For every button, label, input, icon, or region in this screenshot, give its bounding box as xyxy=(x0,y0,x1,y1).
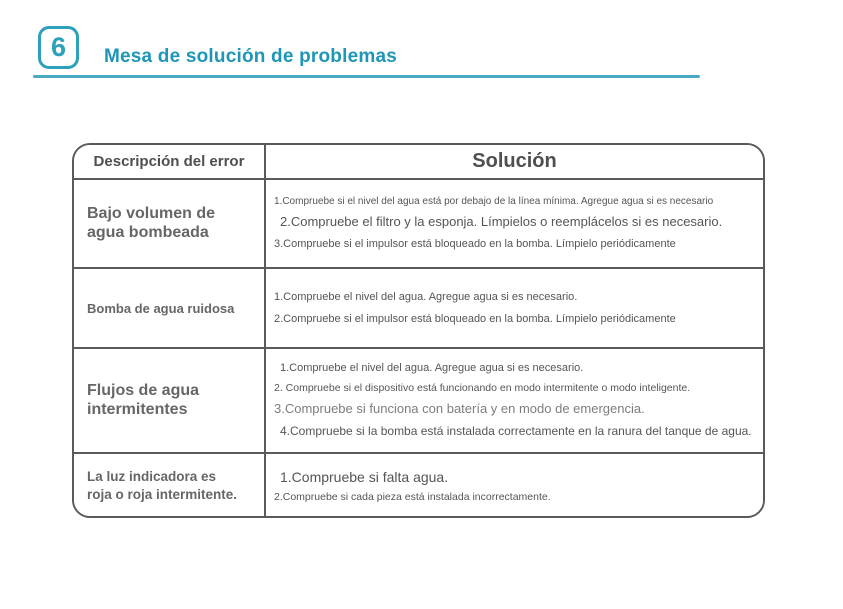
table-row-error-cell xyxy=(74,267,264,347)
section-number: 6 xyxy=(50,32,67,62)
solution-line: 3.Compruebe si funciona con batería y en modo de emergencia. xyxy=(274,401,645,417)
table-row-solution-cell xyxy=(264,347,763,452)
error-label: Bomba de agua ruidosa xyxy=(87,300,235,316)
solution-line: 3.Compruebe si el impulsor está bloqueado en la bomba. Límpielo periódicamente xyxy=(274,238,676,251)
solution-line: 1.Compruebe el nivel del agua. Agregue agua si es necesario. xyxy=(274,290,578,303)
table-row-solution-cell xyxy=(264,178,763,267)
table-row-error-cell xyxy=(74,452,264,518)
column-header-error: Descripción del error xyxy=(74,145,264,178)
title-underline xyxy=(33,75,700,78)
table-row-error-cell xyxy=(74,178,264,267)
page-title: Mesa de solución de problemas xyxy=(104,46,397,67)
column-header-solution: Solución xyxy=(264,145,763,178)
table-row-solution-cell xyxy=(264,452,763,518)
troubleshooting-table xyxy=(72,143,765,518)
error-label: Bajo volumen de agua bombeada xyxy=(87,204,216,241)
solution-line: 4.Compruebe si la bomba está instalada correctamente en la ranura del tanque de agua. xyxy=(280,424,752,439)
section-number-badge xyxy=(38,26,79,69)
solution-line: 1.Compruebe el nivel del agua. Agregue agua si es necesario. xyxy=(280,362,584,375)
solution-line: 1.Compruebe si el nivel del agua está por debajo de la línea mínima. Agregue agua si es necesario xyxy=(274,196,714,208)
solution-line: 2. Compruebe si el dispositivo está funcionando en modo intermitente o modo inteligente. xyxy=(274,381,691,394)
table-row-solution-cell xyxy=(264,267,763,347)
error-label: Flujos de agua intermitentes xyxy=(87,381,200,418)
error-label: La luz indicadora es roja o roja intermitente. xyxy=(87,469,238,502)
table-row-error-cell xyxy=(74,347,264,452)
solution-line: 2.Compruebe el filtro y la esponja. Límpielos o reemplácelos si es necesario. xyxy=(280,214,723,230)
solution-line: 1.Compruebe si falta agua. xyxy=(280,468,449,485)
solution-line: 2.Compruebe si cada pieza está instalada incorrectamente. xyxy=(274,490,551,503)
solution-line: 2.Compruebe si el impulsor está bloqueado en la bomba. Límpielo periódicamente xyxy=(274,313,676,325)
